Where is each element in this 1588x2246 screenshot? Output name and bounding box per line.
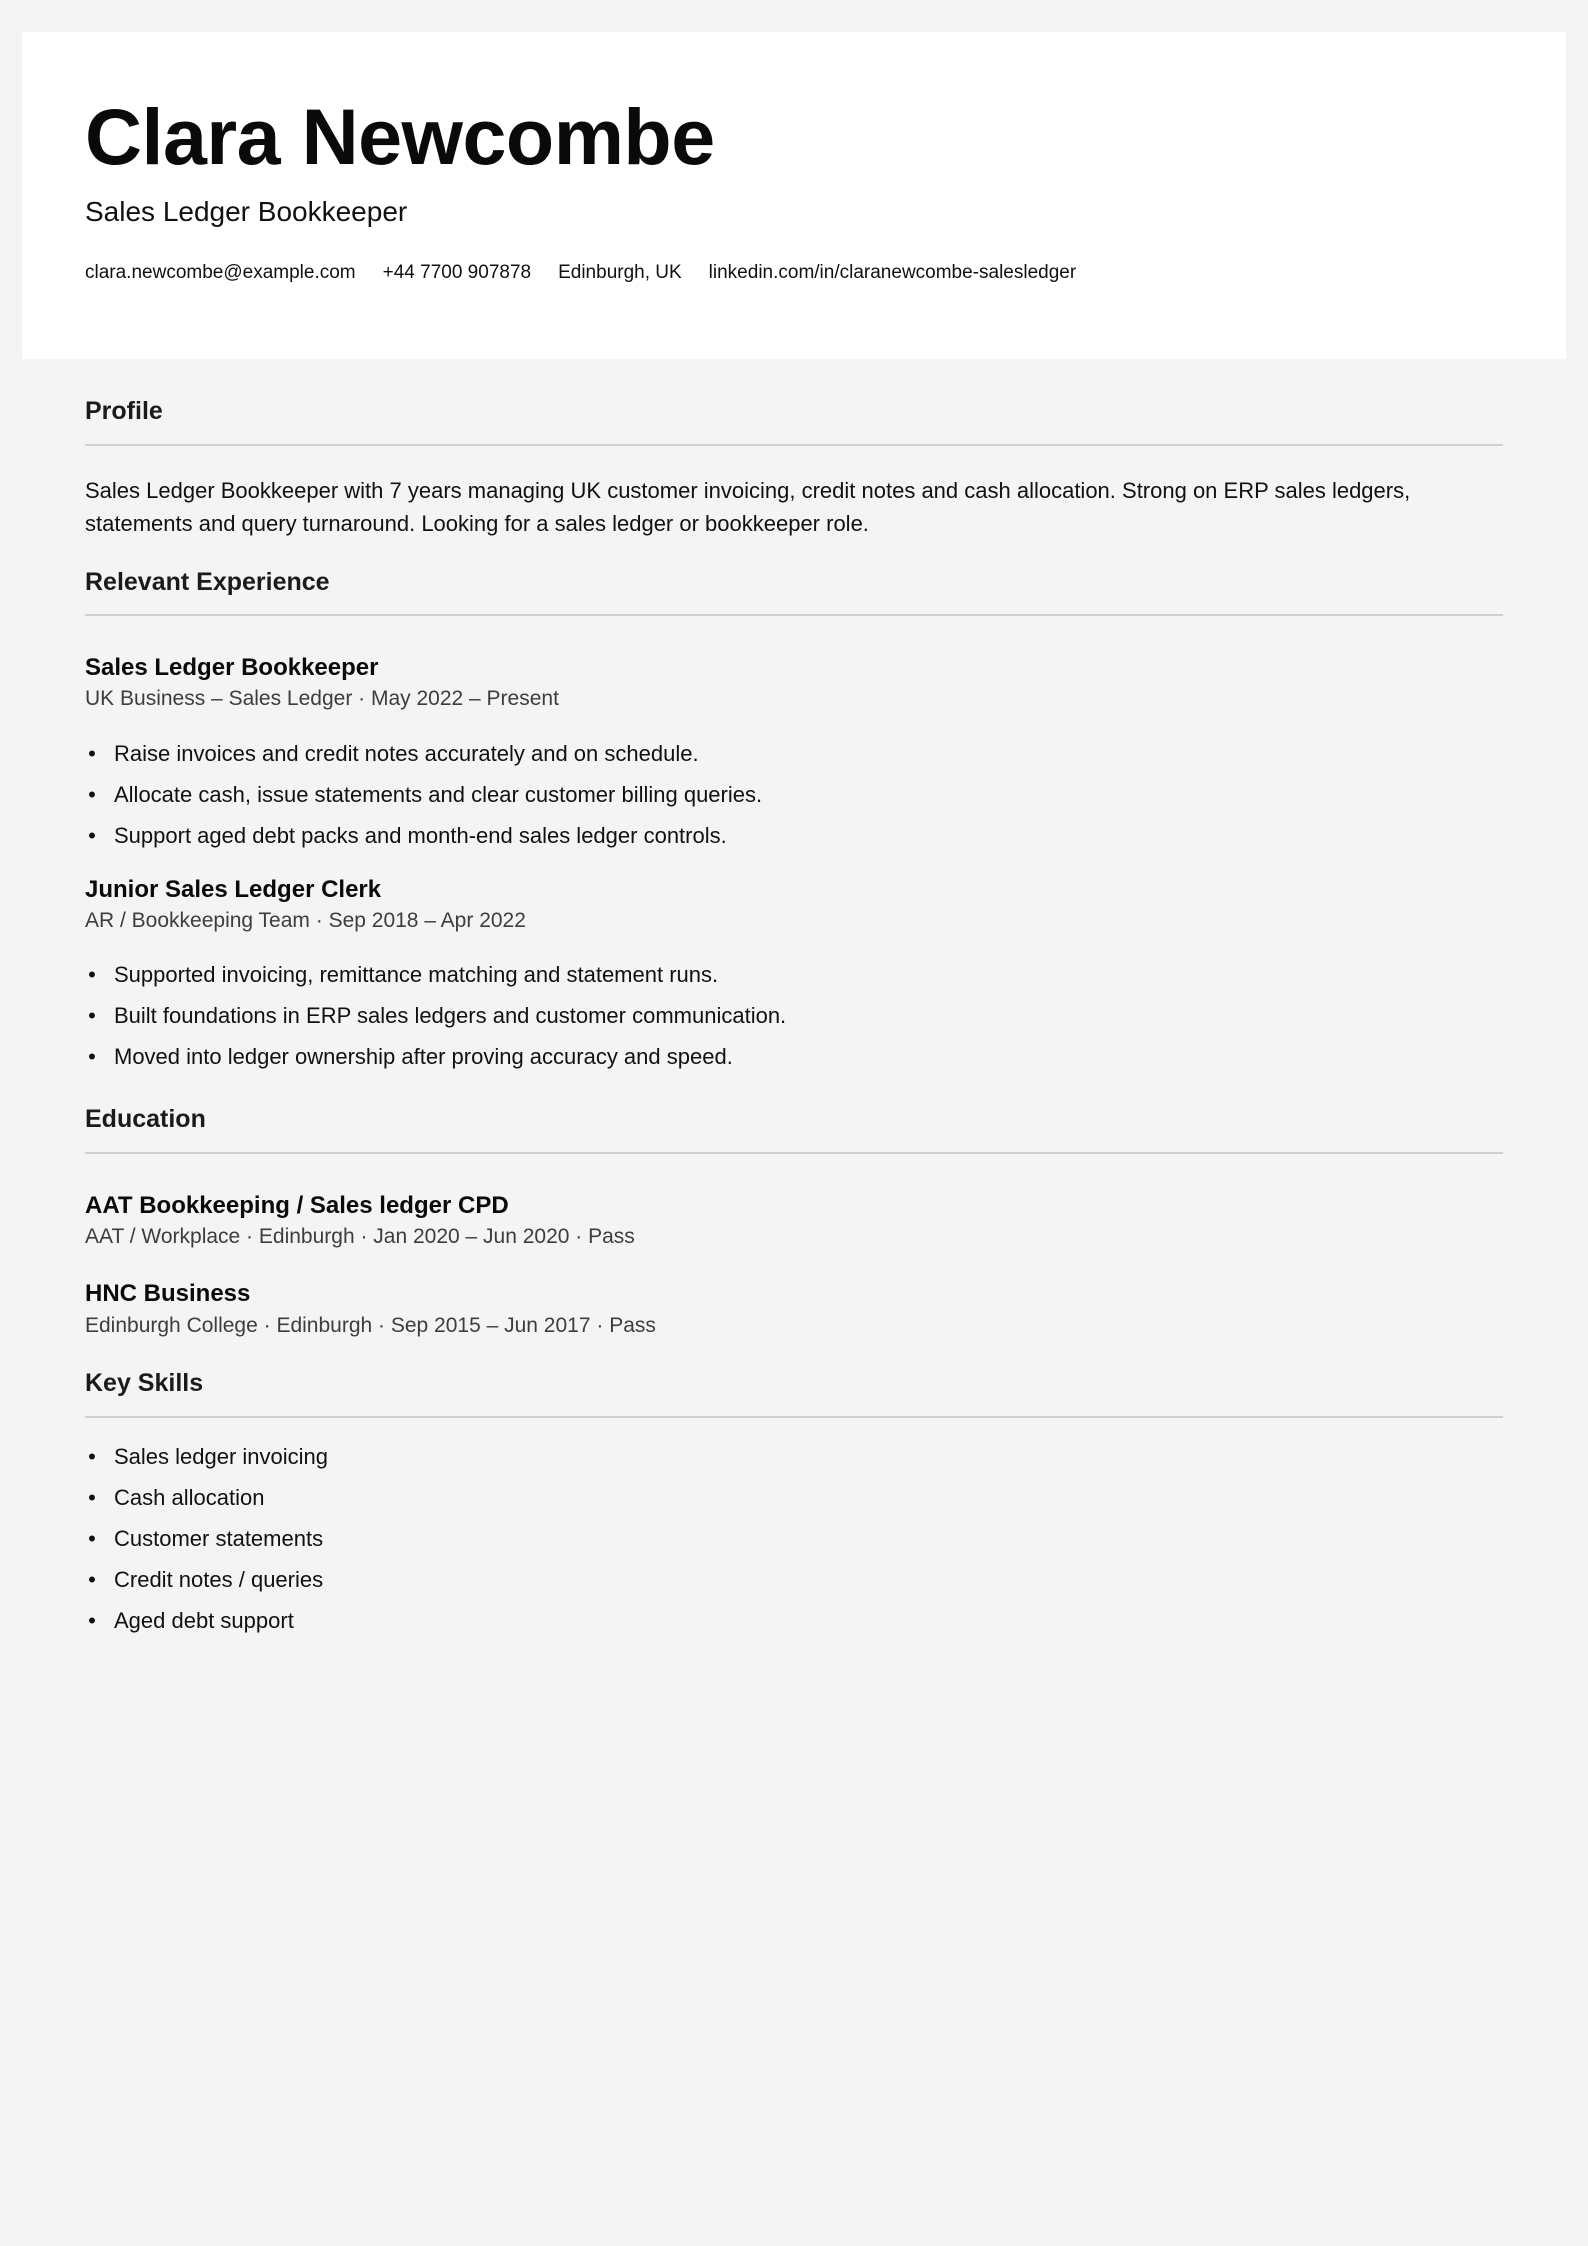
role-meta: AR / Bookkeeping Team · Sep 2018 – Apr 2022 (85, 908, 526, 932)
bullet-icon: • (88, 740, 96, 766)
education-meta: AAT / Workplace · Edinburgh · Jan 2020 – Jun 2020 · Pass (85, 1224, 635, 1248)
role-bullets (85, 733, 1503, 856)
bullet-icon: • (88, 1003, 96, 1029)
list-item (85, 815, 1503, 856)
bullet-icon: • (88, 1484, 96, 1510)
experience-section (85, 566, 1503, 1078)
contact-row (85, 261, 1076, 286)
role-meta: UK Business – Sales Ledger · May 2022 – Present (85, 687, 559, 711)
candidate-headline: Sales Ledger Bookkeeper (85, 196, 408, 227)
section-title-education: Education (85, 1103, 1503, 1154)
education-title: AAT Bookkeeping / Sales ledger CPD (85, 1191, 509, 1219)
contact-phone[interactable]: +44 7700 907878 (382, 262, 532, 283)
bullet-text: Raise invoices and credit notes accurately and on schedule. (114, 740, 699, 766)
contact-email[interactable]: clara.newcombe@example.com (85, 262, 356, 283)
profile-summary: Sales Ledger Bookkeeper with 7 years managing UK customer invoicing, credit notes and cash allocation. Strong on ERP sales ledgers, statements and query turnaround. Looking for a sales ledger or bookkeeper role. (85, 477, 1411, 536)
bullet-text: Supported invoicing, remittance matching and statement runs. (114, 962, 719, 988)
education-meta: Edinburgh College · Edinburgh · Sep 2015 – Jun 2017 · Pass (85, 1313, 656, 1337)
bullet-icon: • (88, 962, 96, 988)
role-title: Sales Ledger Bookkeeper (85, 654, 379, 681)
contact-location: Edinburgh, UK (558, 262, 682, 283)
list-item (85, 995, 1503, 1036)
list-item (85, 1436, 1503, 1477)
list-item (85, 1036, 1503, 1077)
resume-header (22, 32, 1566, 359)
section-title-experience: Relevant Experience (85, 566, 1503, 617)
profile-section (85, 395, 1503, 540)
experience-entry (85, 874, 1503, 1078)
education-title: HNC Business (85, 1280, 251, 1308)
list-item (85, 774, 1503, 815)
education-section (85, 1103, 1503, 1341)
bullet-text: Built foundations in ERP sales ledgers and customer communication. (114, 1003, 787, 1029)
skill-text: Sales ledger invoicing (114, 1443, 329, 1469)
resume-body (85, 395, 1503, 1667)
bullet-icon: • (88, 781, 96, 807)
education-entry (85, 1278, 1503, 1341)
list-item (85, 1559, 1503, 1600)
bullet-icon: • (88, 1044, 96, 1070)
bullet-icon: • (88, 1607, 96, 1633)
candidate-name: Clara Newcombe (85, 92, 715, 181)
list-item (85, 1600, 1503, 1641)
bullet-icon: • (88, 1566, 96, 1592)
list-item (85, 954, 1503, 995)
skill-text: Customer statements (114, 1525, 324, 1551)
skills-section (85, 1367, 1503, 1641)
bullet-icon: • (88, 822, 96, 848)
skill-text: Aged debt support (114, 1607, 294, 1633)
skills-list (85, 1436, 1503, 1641)
contact-linkedin[interactable]: linkedin.com/in/claranewcombe-salesledger (708, 262, 1077, 283)
list-item (85, 1477, 1503, 1518)
education-entry (85, 1190, 1503, 1253)
bullet-icon: • (88, 1525, 96, 1551)
experience-entry (85, 652, 1503, 856)
role-bullets (85, 954, 1503, 1077)
list-item (85, 1518, 1503, 1559)
section-title-skills: Key Skills (85, 1367, 1503, 1418)
bullet-text: Support aged debt packs and month-end sales ledger controls. (114, 822, 727, 848)
skill-text: Credit notes / queries (114, 1566, 324, 1592)
role-title: Junior Sales Ledger Clerk (85, 875, 382, 903)
bullet-text: Moved into ledger ownership after proving accuracy and speed. (114, 1044, 733, 1070)
bullet-icon: • (88, 1443, 96, 1469)
skill-text: Cash allocation (114, 1484, 265, 1510)
list-item (85, 733, 1503, 774)
section-title-profile: Profile (85, 395, 1503, 446)
bullet-text: Allocate cash, issue statements and clear customer billing queries. (114, 781, 763, 807)
